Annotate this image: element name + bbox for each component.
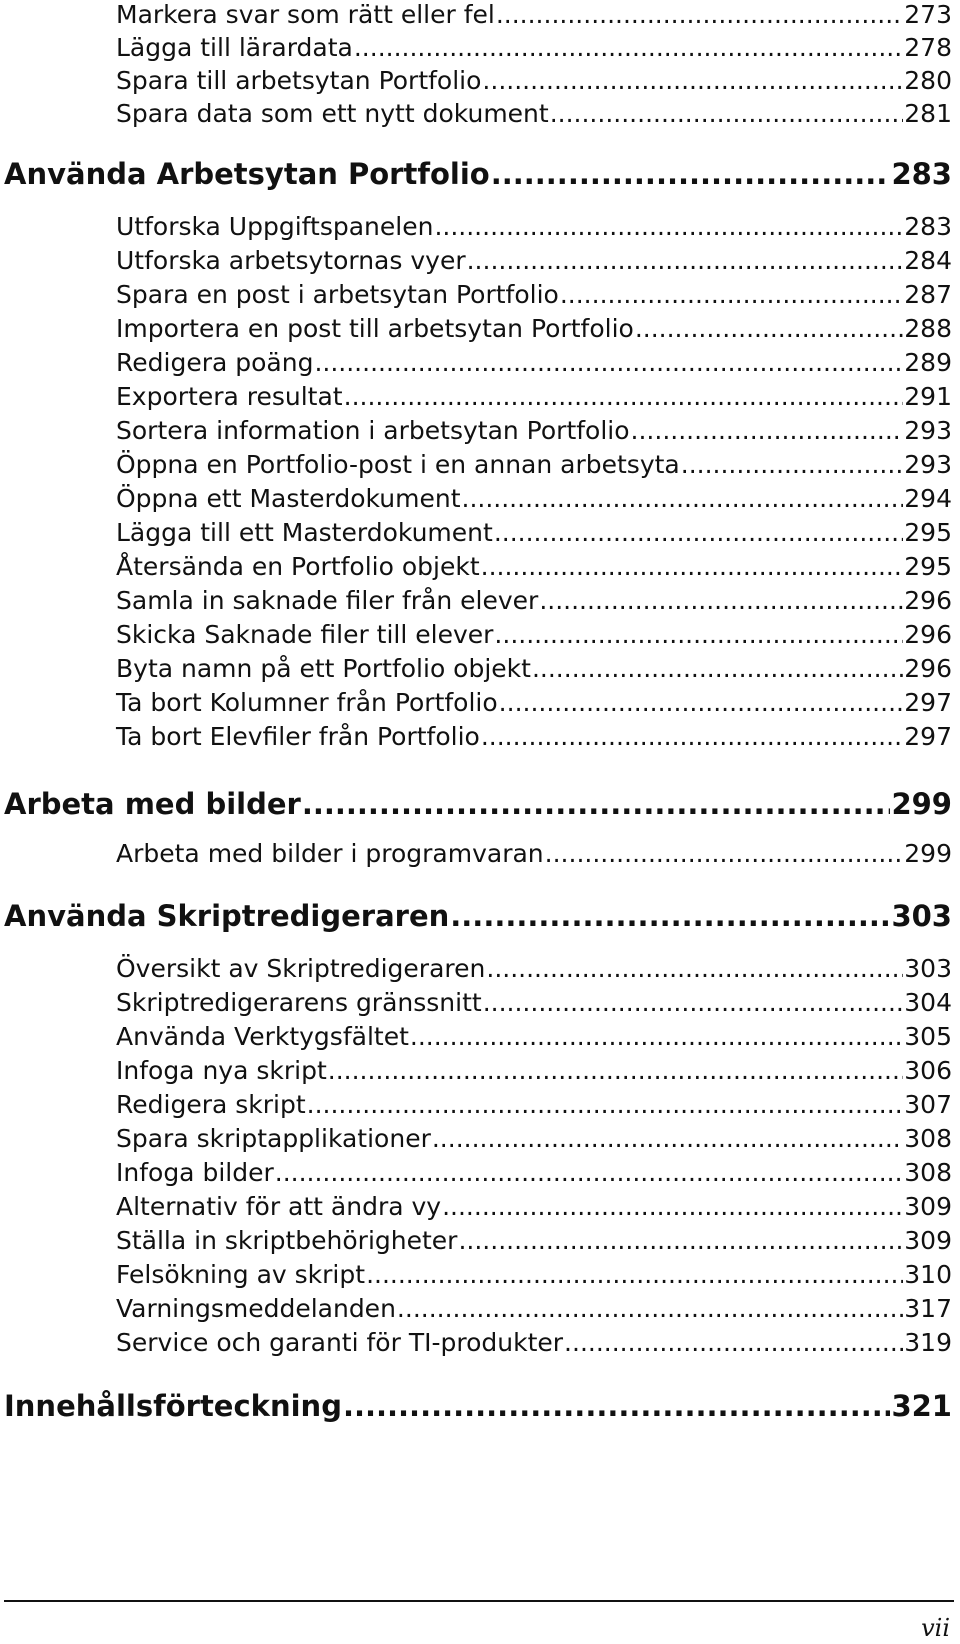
- dot-leader: [545, 841, 904, 866]
- entry-title: Utforska Uppgiftspanelen: [116, 212, 434, 241]
- dot-leader: [491, 160, 891, 189]
- entry-page: 296: [904, 620, 952, 649]
- dot-leader: [442, 1194, 903, 1219]
- entry-title: Importera en post till arbetsytan Portfolio: [116, 314, 634, 343]
- toc-section[interactable]: [4, 787, 952, 821]
- toc-entry[interactable]: [116, 68, 952, 93]
- toc-entry[interactable]: [116, 452, 952, 477]
- toc-entry[interactable]: [116, 282, 952, 307]
- dot-leader: [275, 1160, 904, 1185]
- toc-entry[interactable]: [116, 384, 952, 409]
- entry-title: Spara till arbetsytan Portfolio: [116, 66, 482, 95]
- toc-entry[interactable]: [116, 316, 952, 341]
- toc-entry[interactable]: [116, 1126, 952, 1151]
- dot-leader: [564, 1330, 903, 1355]
- entry-page: 296: [904, 586, 952, 615]
- toc-entry[interactable]: [116, 1262, 952, 1287]
- toc-entry[interactable]: [116, 656, 952, 681]
- toc-entry[interactable]: [116, 520, 952, 545]
- entry-page: 278: [904, 33, 952, 62]
- entry-title: Felsökning av skript: [116, 1260, 366, 1289]
- entry-page: 308: [904, 1124, 952, 1153]
- entry-title: Skicka Saknade filer till elever: [116, 620, 494, 649]
- entry-page: 319: [904, 1328, 952, 1357]
- entry-title: Redigera skript: [116, 1090, 306, 1119]
- toc-entry[interactable]: [116, 554, 952, 579]
- section-title: Innehållsförteckning: [4, 1389, 342, 1423]
- dot-leader: [344, 384, 904, 409]
- section-page: 283: [891, 157, 952, 191]
- toc-entry[interactable]: [116, 418, 952, 443]
- dot-leader: [550, 101, 904, 126]
- toc-entry[interactable]: [116, 1058, 952, 1083]
- toc-entry[interactable]: [116, 486, 952, 511]
- entry-title: Spara skriptapplikationer: [116, 1124, 431, 1153]
- dot-leader: [486, 956, 903, 981]
- entry-title: Byta namn på ett Portfolio objekt: [116, 654, 531, 683]
- toc-entry[interactable]: [116, 1194, 952, 1219]
- section-title: Använda Arbetsytan Portfolio: [4, 157, 490, 191]
- entry-title: Spara en post i arbetsytan Portfolio: [116, 280, 559, 309]
- entry-page: 273: [904, 0, 952, 29]
- entry-title: Sortera information i arbetsytan Portfolio: [116, 416, 630, 445]
- entry-title: Alternativ för att ändra vy: [116, 1192, 442, 1221]
- entry-page: 288: [904, 314, 952, 343]
- toc-entry[interactable]: [116, 1296, 952, 1321]
- toc-entry[interactable]: [116, 588, 952, 613]
- toc-entry[interactable]: [116, 690, 952, 715]
- toc-entry[interactable]: [116, 724, 952, 749]
- entry-page: 294: [904, 484, 952, 513]
- dot-leader: [343, 1392, 891, 1421]
- entry-title: Service och garanti för TI-produkter: [116, 1328, 564, 1357]
- dot-leader: [681, 452, 904, 477]
- dot-leader: [532, 656, 903, 681]
- entry-title: Redigera poäng: [116, 348, 314, 377]
- dot-leader: [410, 1024, 903, 1049]
- entry-title: Lägga till ett Masterdokument: [116, 518, 493, 547]
- entry-page: 306: [904, 1056, 952, 1085]
- dot-leader: [458, 1228, 903, 1253]
- section-page: 303: [891, 899, 952, 933]
- toc-entry[interactable]: [116, 956, 952, 981]
- entry-title: Infoga nya skript: [116, 1056, 327, 1085]
- toc-section[interactable]: [4, 1389, 952, 1423]
- toc-entry[interactable]: [116, 1330, 952, 1355]
- dot-leader: [354, 35, 903, 60]
- toc-section[interactable]: [4, 899, 952, 933]
- toc-entry[interactable]: [116, 101, 952, 126]
- entry-page: 293: [904, 416, 952, 445]
- dot-leader: [481, 554, 904, 579]
- entry-page: 304: [904, 988, 952, 1017]
- entry-title: Skriptredigerarens gränssnitt: [116, 988, 482, 1017]
- section-title: Använda Skriptredigeraren: [4, 899, 450, 933]
- entry-page: 297: [904, 688, 952, 717]
- entry-title: Lägga till lärardata: [116, 33, 353, 62]
- entry-title: Infoga bilder: [116, 1158, 274, 1187]
- toc-entry[interactable]: [116, 1024, 952, 1049]
- dot-leader: [499, 690, 904, 715]
- entry-page: 303: [904, 954, 952, 983]
- entry-title: Ställa in skriptbehörigheter: [116, 1226, 458, 1255]
- toc-entry[interactable]: [116, 1092, 952, 1117]
- entry-page: 280: [904, 66, 952, 95]
- entry-page: 287: [904, 280, 952, 309]
- entry-title: Utforska arbetsytornas vyer: [116, 246, 466, 275]
- toc-entry[interactable]: [116, 841, 952, 866]
- entry-page: 289: [904, 348, 952, 377]
- dot-leader: [397, 1296, 903, 1321]
- dot-leader: [496, 2, 903, 27]
- dot-leader: [631, 418, 904, 443]
- entry-page: 299: [904, 839, 952, 868]
- toc-entry[interactable]: [116, 1160, 952, 1185]
- entry-title: Spara data som ett nytt dokument: [116, 99, 549, 128]
- dot-leader: [434, 214, 903, 239]
- entry-page: 295: [904, 552, 952, 581]
- footer-rule: [4, 1600, 954, 1602]
- dot-leader: [462, 486, 904, 511]
- entry-page: 281: [904, 99, 952, 128]
- entry-page: 296: [904, 654, 952, 683]
- dot-leader: [366, 1262, 903, 1287]
- dot-leader: [560, 282, 903, 307]
- dot-leader: [481, 724, 903, 749]
- dot-leader: [328, 1058, 904, 1083]
- entry-page: 297: [904, 722, 952, 751]
- toc-entry[interactable]: [116, 2, 952, 27]
- entry-page: 309: [904, 1192, 952, 1221]
- entry-page: 293: [904, 450, 952, 479]
- dot-leader: [482, 68, 903, 93]
- entry-page: 310: [904, 1260, 952, 1289]
- entry-page: 283: [904, 212, 952, 241]
- entry-page: 284: [904, 246, 952, 275]
- entry-title: Arbeta med bilder i programvaran: [116, 839, 544, 868]
- entry-page: 308: [904, 1158, 952, 1187]
- entry-page: 307: [904, 1090, 952, 1119]
- entry-title: Översikt av Skriptredigeraren: [116, 954, 486, 983]
- entry-page: 305: [904, 1022, 952, 1051]
- dot-leader: [635, 316, 903, 341]
- section-page: 299: [891, 787, 952, 821]
- entry-title: Ta bort Elevfiler från Portfolio: [116, 722, 480, 751]
- dot-leader: [494, 622, 903, 647]
- entry-title: Samla in saknade filer från elever: [116, 586, 539, 615]
- toc-entry[interactable]: [116, 248, 952, 273]
- entry-page: 295: [904, 518, 952, 547]
- toc-entry[interactable]: [116, 350, 952, 375]
- entry-title: Öppna en Portfolio-post i en annan arbetsyta: [116, 450, 680, 479]
- dot-leader: [307, 1092, 904, 1117]
- toc-entry[interactable]: [116, 990, 952, 1015]
- dot-leader: [302, 790, 891, 819]
- dot-leader: [539, 588, 903, 613]
- entry-title: Ta bort Kolumner från Portfolio: [116, 688, 498, 717]
- toc-entry[interactable]: [116, 214, 952, 239]
- dot-leader: [314, 350, 903, 375]
- entry-page: 317: [904, 1294, 952, 1323]
- toc-section[interactable]: [4, 157, 952, 191]
- toc-entry[interactable]: [116, 35, 952, 60]
- entry-title: Använda Verktygsfältet: [116, 1022, 409, 1051]
- section-title: Arbeta med bilder: [4, 787, 301, 821]
- toc-entry[interactable]: [116, 1228, 952, 1253]
- dot-leader: [432, 1126, 903, 1151]
- entry-title: Återsända en Portfolio objekt: [116, 552, 480, 581]
- entry-page: 291: [904, 382, 952, 411]
- entry-page: 309: [904, 1226, 952, 1255]
- dot-leader: [494, 520, 903, 545]
- entry-title: Exportera resultat: [116, 382, 343, 411]
- section-page: 321: [891, 1389, 952, 1423]
- entry-title: Öppna ett Masterdokument: [116, 484, 461, 513]
- toc-entry[interactable]: [116, 622, 952, 647]
- dot-leader: [450, 902, 890, 931]
- dot-leader: [483, 990, 904, 1015]
- dot-leader: [467, 248, 904, 273]
- page-number: vii: [921, 1614, 950, 1642]
- entry-title: Markera svar som rätt eller fel: [116, 0, 495, 29]
- entry-title: Varningsmeddelanden: [116, 1294, 396, 1323]
